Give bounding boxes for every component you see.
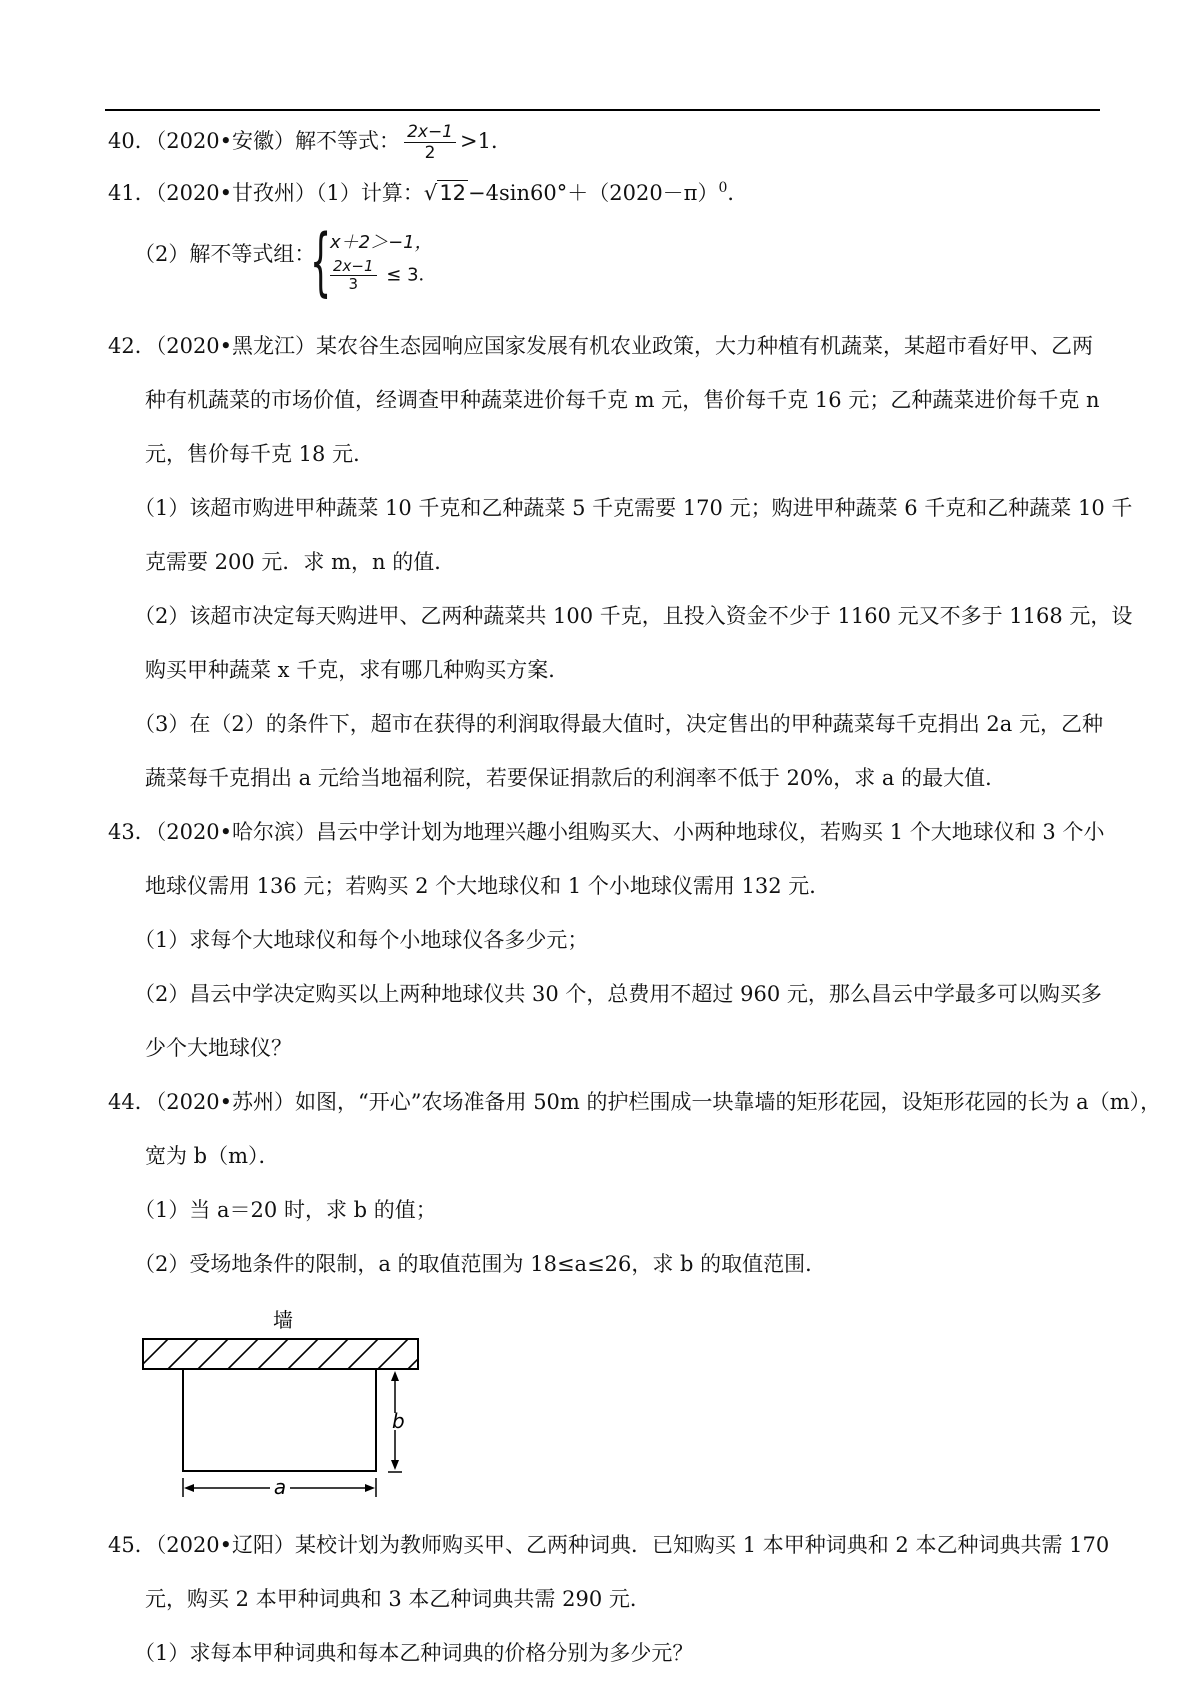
wall-rect	[143, 1339, 418, 1369]
question-44-line: （1）当 a＝20 时，求 b 的值；	[134, 1198, 437, 1222]
question-45-line: 45．（2020•辽阳）某校计划为教师购买甲、乙两种词典．已知购买 1 本甲种词典和 2 本乙种词典共需 170	[108, 1533, 1110, 1557]
question-43-line: （2）昌云中学决定购买以上两种地球仪共 30 个，总费用不超过 960 元，那么昌云中学最多可以购买多	[134, 982, 1102, 1006]
question-42-line: 克需要 200 元．求 m，n 的值．	[145, 550, 456, 574]
question-43-line: （1）求每个大地球仪和每个小地球仪各多少元；	[134, 928, 589, 952]
system-frac-numerator: 2x−1	[330, 258, 377, 276]
question-40	[108, 122, 512, 163]
height-label: b	[392, 1409, 405, 1433]
system-row-2	[330, 258, 437, 293]
q40-suffix: >1．	[460, 129, 512, 153]
question-42-line: （2）该超市决定每天购进甲、乙两种蔬菜共 100 千克，且投入资金不少于 1160 元又不多于 1168 元，设	[134, 604, 1133, 628]
question-44-line: 宽为 b（m）．	[145, 1144, 280, 1168]
garden-diagram-svg	[130, 1300, 450, 1515]
q40-fraction	[404, 122, 456, 163]
question-42-line: 42．（2020•黑龙江）某农谷生态园响应国家发展有机农业政策，大力种植有机蔬菜，某超市看好甲、乙两	[108, 334, 1094, 358]
width-label: a	[273, 1475, 287, 1499]
question-42-line: （3）在（2）的条件下，超市在获得的利润取得最大值时，决定售出的甲种蔬菜每千克捐出 2a 元，乙种	[134, 712, 1103, 736]
q40-frac-denominator: 2	[424, 143, 436, 163]
header-rule	[105, 109, 1100, 111]
question-41-part2-label: （2）解不等式组：	[134, 242, 316, 266]
question-44-line: 44．（2020•苏州）如图，“开心”农场准备用 50m 的护栏围成一块靠墙的矩形花园，设矩形花园的长为 a（m），	[108, 1090, 1162, 1114]
question-43-line: 43．（2020•哈尔滨）昌云中学计划为地理兴趣小组购买大、小两种地球仪，若购买 1 个大地球仪和 3 个小	[108, 820, 1105, 844]
question-45-line: 元，购买 2 本甲种词典和 3 本乙种词典共需 290 元．	[145, 1587, 651, 1611]
question-43-line: 少个大地球仪？	[145, 1036, 292, 1060]
q41-middle: −4sin60°＋（2020－π）	[468, 181, 719, 205]
system-frac-denominator: 3	[348, 275, 359, 293]
q41-sqrt: √12	[423, 181, 467, 205]
question-42-line: 元，售价每千克 18 元．	[145, 442, 375, 466]
question-42-line: 蔬菜每千克捐出 a 元给当地福利院，若要保证捐款后的利润率不低于 20%，求 a 的最大值．	[145, 766, 1007, 790]
system-row-1: x＋2＞−1，	[330, 232, 433, 253]
question-42-line: 购买甲种蔬菜 x 千克，求有哪几种购买方案．	[145, 658, 570, 682]
q41-exponent: 0	[718, 180, 728, 196]
q40-prefix: 40．（2020•安徽）解不等式：	[108, 129, 401, 153]
question-45-line: （1）求每本甲种词典和每本乙种词典的价格分别为多少元？	[134, 1641, 694, 1665]
q41-prefix: 41．（2020•甘孜州）（1）计算：	[108, 181, 424, 205]
question-42-line: 种有机蔬菜的市场价值，经调查甲种蔬菜进价每千克 m 元，售价每千克 16 元；乙种蔬菜进价每千克 n	[145, 388, 1100, 412]
garden-rect	[183, 1369, 376, 1471]
inequality-system	[310, 219, 470, 308]
garden-diagram	[130, 1300, 450, 1510]
wall-label: 墙	[273, 1308, 293, 1332]
system-row-2-fraction	[330, 258, 377, 293]
q41-radicand: 12	[439, 181, 467, 205]
system-row-2-rest: ≤ 3．	[386, 264, 437, 286]
question-43-line: 地球仪需用 136 元；若购买 2 个大地球仪和 1 个小地球仪需用 132 元．	[145, 874, 831, 898]
question-44-line: （2）受场地条件的限制，a 的取值范围为 18≤a≤26，求 b 的取值范围．	[134, 1252, 827, 1276]
q40-frac-numerator: 2x−1	[404, 122, 456, 143]
q41-end: ．	[727, 181, 749, 205]
question-42-line: （1）该超市购进甲种蔬菜 10 千克和乙种蔬菜 5 千克需要 170 元；购进甲种蔬菜 6 千克和乙种蔬菜 10 千	[134, 496, 1133, 520]
question-41-part1	[108, 173, 748, 208]
system-brace: {	[310, 219, 332, 305]
wall-hatching	[138, 1339, 438, 1369]
